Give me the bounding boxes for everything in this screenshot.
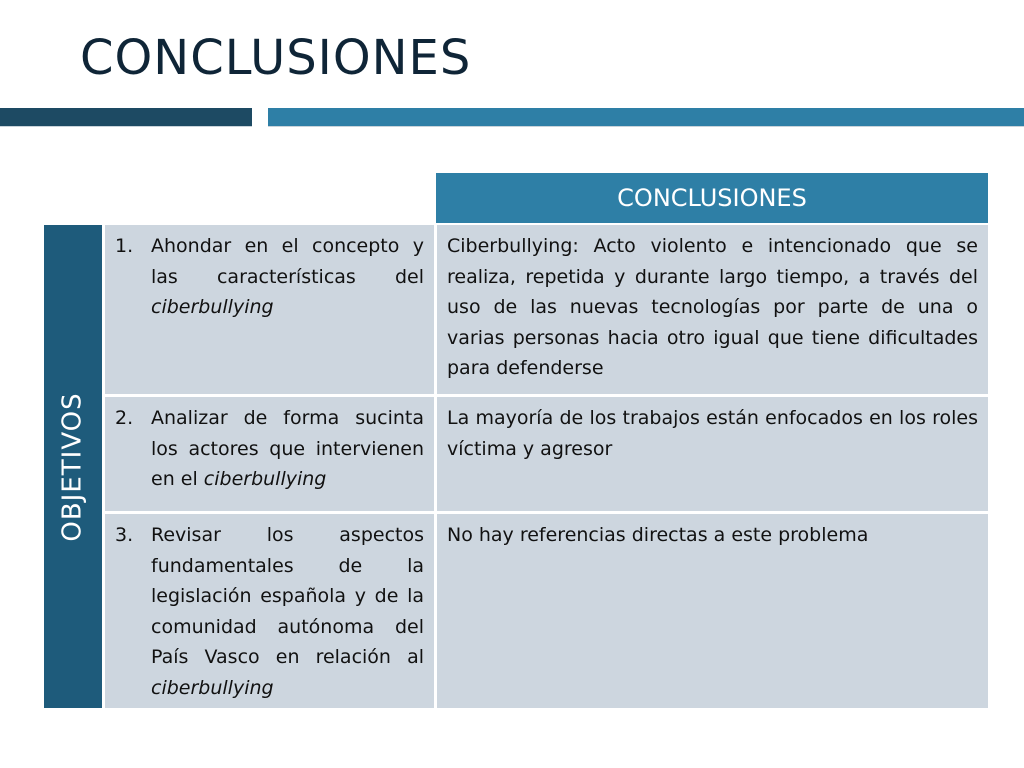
slide-title: CONCLUSIONES bbox=[80, 30, 472, 86]
objective-number: 1. bbox=[115, 235, 134, 257]
objective-cell bbox=[105, 397, 434, 511]
objective-text: Ahondar en el concepto y las características del ciberbullying bbox=[151, 235, 424, 318]
conclusions-table bbox=[44, 173, 988, 708]
objective-term: ciberbullying bbox=[151, 296, 274, 318]
table-row bbox=[105, 225, 988, 394]
objective-number: 3. bbox=[115, 524, 134, 546]
conclusion-cell: Ciberbullying: Acto violento e intencionado que se realiza, repetida y durante largo tiempo, a través del uso de las nuevas tecnologías por parte de una o varias personas hacia otro igual que tiene dificultades para defenderse bbox=[437, 225, 988, 394]
title-underline-blue bbox=[268, 108, 1024, 127]
objective-text: Analizar de forma sucinta los actores que intervienen en el ciberbullying bbox=[151, 407, 424, 490]
objective-cell bbox=[105, 514, 434, 708]
objective-cell bbox=[105, 225, 434, 394]
objetivos-side-cell bbox=[44, 225, 102, 708]
objective-term: ciberbullying bbox=[203, 468, 327, 490]
table-row bbox=[105, 514, 988, 708]
objetivos-label: OBJETIVOS bbox=[58, 391, 88, 542]
title-underline-dark bbox=[0, 108, 252, 127]
objective-text: Revisar los aspectos fundamentales de la legislación española y de la comunidad autónoma del País Vasco en relación al ciberbullying bbox=[151, 524, 424, 699]
objective-term: ciberbullying bbox=[151, 676, 274, 699]
conclusion-cell: No hay referencias directas a este problema bbox=[437, 514, 988, 708]
table-header-conclusiones: CONCLUSIONES bbox=[436, 173, 988, 223]
table-row bbox=[105, 397, 988, 511]
objective-number: 2. bbox=[115, 407, 134, 429]
conclusion-cell: La mayoría de los trabajos están enfocados en los roles víctima y agresor bbox=[437, 397, 988, 511]
